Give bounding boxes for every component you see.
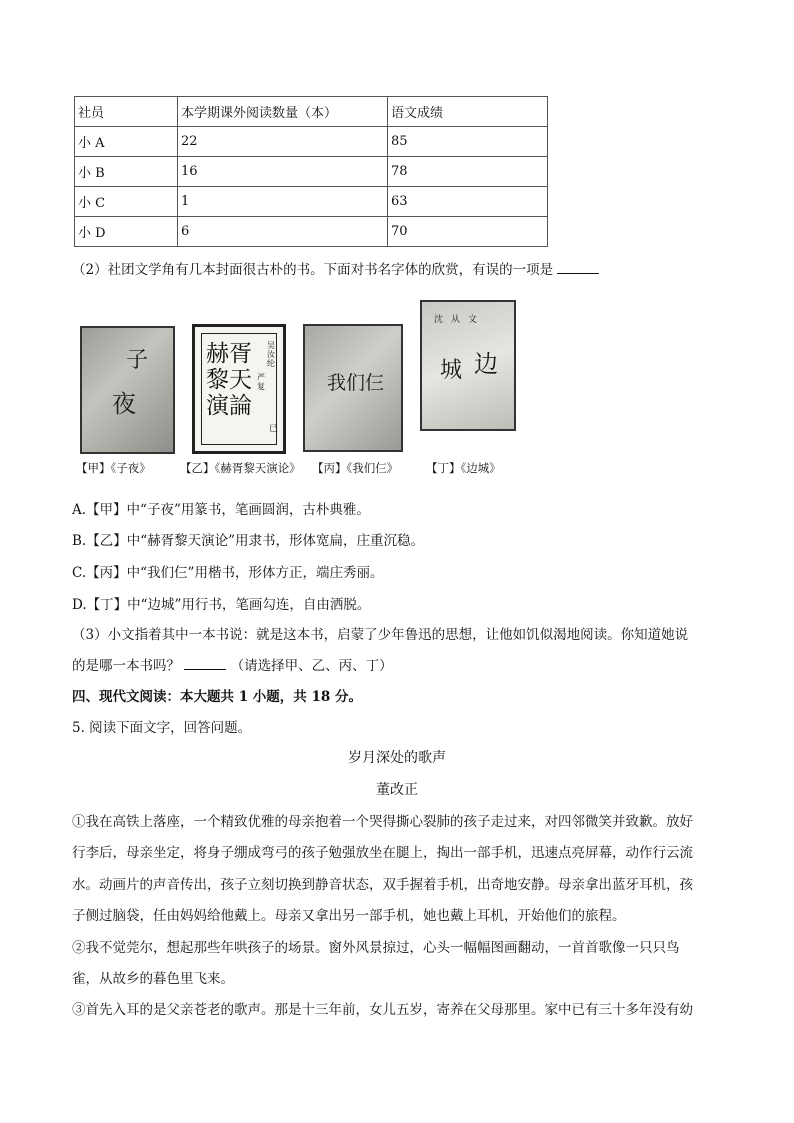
paragraph-line: 雀，从故乡的暮色里飞来。 (72, 971, 234, 987)
book-covers-figure (74, 292, 514, 482)
cover-title-char: 子 (126, 348, 149, 373)
table-cell: 小 B (75, 157, 178, 187)
book-cover-ding (420, 300, 516, 431)
option-d[interactable]: D.【丁】中“边城”用行书，笔画勾连，自由洒脱。 (72, 597, 371, 613)
cover-title: 赫胥黎天演論 (206, 341, 252, 419)
option-b[interactable]: B.【乙】中“赫胥黎天演论”用隶书，形体宽扁，庄重沉稳。 (72, 533, 425, 549)
paragraph-line: ②我不觉莞尔，想起那些年哄孩子的场景。窗外风景掠过，心头一幅幅图画翻动，一首首歌像一只只鸟 (72, 940, 680, 956)
table-cell: 6 (178, 217, 388, 247)
reading-survey-table (74, 96, 548, 247)
table-row (75, 127, 548, 157)
cover-side-text: 严复 (257, 373, 265, 391)
question-5: 5. 阅读下面文字，回答问题。 (72, 720, 252, 736)
caption-yi: 【乙】《赫胥黎天演论》 (180, 461, 301, 475)
table-cell: 22 (178, 127, 388, 157)
table-header-cell: 语文成绩 (388, 97, 548, 127)
paragraph-line: 子侧过脑袋，任由妈妈给他戴上。母亲又拿出另一部手机，她也戴上耳机，开始他们的旅程。 (72, 908, 626, 924)
cover-seal: 已 (269, 424, 279, 434)
book-cover-jia (80, 326, 175, 454)
question-3-hint: （请选择甲、乙、丙、丁） (230, 658, 393, 674)
article-title: 岁月深处的歌声 (348, 750, 446, 766)
cover-author: 沈从文 (434, 315, 486, 325)
cover-side-text: 吴汝纶 (267, 341, 275, 368)
table-cell: 小 D (75, 217, 178, 247)
paragraph-line: 水。动画片的声音传出，孩子立刻切换到静音状态，双手握着手机，出奇地安静。母亲拿出蓝牙耳机，孩 (72, 877, 693, 893)
table-cell: 85 (388, 127, 548, 157)
paragraph-line: 行李后，母亲坐定，将身子绷成弯弓的孩子勉强放坐在腿上，掏出一部手机，迅速点亮屏幕，动作行云流 (72, 845, 693, 861)
table-cell: 小 C (75, 187, 178, 217)
book-cover-yi (192, 324, 286, 454)
option-a[interactable]: A.【甲】中“子夜”用篆书，笔画圆润，古朴典雅。 (72, 502, 370, 518)
paragraph-line: ③首先入耳的是父亲苍老的歌声。那是十三年前，女儿五岁，寄养在父母那里。家中已有三十多年没有幼 (72, 1002, 693, 1018)
section-heading: 四、现代文阅读：本大题共 1 小题，共 18 分。 (72, 689, 362, 705)
option-c[interactable]: C.【丙】中“我们仨”用楷书，形体方正，端庄秀丽。 (72, 565, 384, 581)
caption-jia: 【甲】《子夜》 (76, 461, 151, 475)
cover-title-char: 城 (440, 358, 463, 383)
question-2-text: （2）社团文学角有几本封面很古朴的书。下面对书名字体的欣赏，有误的一项是 (72, 262, 554, 278)
book-cover-bing (303, 324, 403, 452)
table-cell: 1 (178, 187, 388, 217)
paragraph-line: ①我在高铁上落座，一个精致优雅的母亲抱着一个哭得撕心裂肺的孩子走过来，对四邻微笑并致歉。放好 (72, 814, 693, 830)
question-2 (72, 258, 599, 278)
table-row (75, 217, 548, 247)
table-cell: 63 (388, 187, 548, 217)
table-cell: 小 A (75, 127, 178, 157)
caption-ding: 【丁】《边城》 (426, 461, 501, 475)
caption-bing: 【丙】《我们仨》 (312, 461, 399, 475)
cover-title-char: 边 (474, 350, 498, 378)
table-header-row (75, 97, 548, 127)
question-3-text: 的是哪一本书吗？ (72, 658, 180, 674)
table-header-cell: 社员 (75, 97, 178, 127)
cover-title-char: 夜 (112, 390, 136, 418)
article-author: 董改正 (376, 782, 418, 798)
question-3-line-2 (72, 654, 393, 674)
table-cell: 16 (178, 157, 388, 187)
answer-blank[interactable] (184, 657, 226, 670)
table-header-cell: 本学期课外阅读数量（本） (178, 97, 388, 127)
table-cell: 78 (388, 157, 548, 187)
cover-title: 我们仨 (327, 372, 385, 394)
answer-blank[interactable] (557, 261, 599, 274)
table-row (75, 187, 548, 217)
table-cell: 70 (388, 217, 548, 247)
question-3-line-1: （3）小文指着其中一本书说：就是这本书，启蒙了少年鲁迅的思想，让他如饥似渴地阅读。你知道她说 (72, 627, 689, 643)
table-row (75, 157, 548, 187)
